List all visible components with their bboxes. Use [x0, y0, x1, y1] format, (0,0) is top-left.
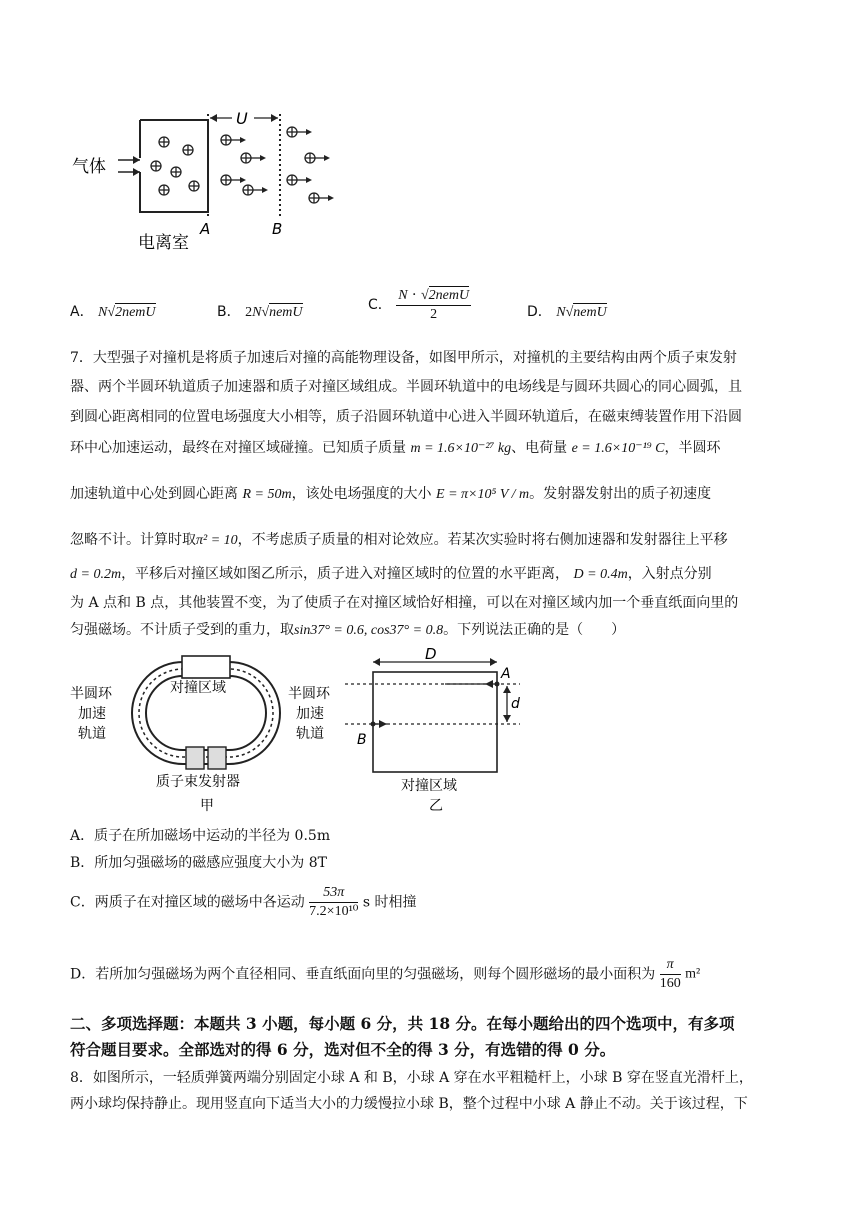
- q7-line-7: d = 0.2m，平移后对撞区域如图乙所示，质子进入对撞区域时的位置的水平距离， D = 0.4m，入射点分别: [70, 566, 712, 582]
- q7-option-a: A．质子在所加磁场中运动的半径为 0.5m: [70, 828, 331, 844]
- collision-zone-label: 对撞区域: [170, 680, 226, 696]
- collision-zone-figure: [345, 648, 525, 818]
- right-track-label-2: 加速: [296, 706, 324, 722]
- q6-option-a: A． N√2nemU: [70, 304, 156, 320]
- zone-small-d-label: d: [511, 696, 520, 712]
- left-track-label-3: 轨道: [78, 726, 106, 742]
- section-2-heading-line-2: 符合题目要求。全部选对的得 6 分，选对但不全的得 3 分，有选错的得 0 分。: [70, 1040, 616, 1059]
- emitter-label: 质子束发射器: [156, 774, 240, 790]
- section-2-heading-line-1: 二、多项选择题：本题共 3 小题，每小题 6 分，共 18 分。在每小题给出的四个选项中，有多项: [70, 1014, 735, 1033]
- zone-label: 对撞区域: [401, 778, 457, 794]
- right-track-label-1: 半圆环: [288, 686, 330, 702]
- q7-option-d: D．若所加匀强磁场为两个直径相同、垂直纸面向里的匀强磁场，则每个圆形磁场的最小面积为 $\frac{\pi}{160}$ m²: [70, 957, 701, 991]
- left-track-label-2: 加速: [78, 706, 106, 722]
- q6-option-c: C． $\frac{\text{N · √2nemU}}{2}$: [368, 287, 470, 322]
- q8-line-2: 两小球均保持静止。现用竖直向下适当大小的力缓慢拉小球 B，整个过程中小球 A 静止不动。关于该过程，下: [70, 1096, 748, 1112]
- q7-line-1: 7．大型强子对撞机是将质子加速后对撞的高能物理设备，如图甲所示，对撞机的主要结构由两个质子束发射: [70, 350, 737, 366]
- q7-line-3: 到圆心距离相同的位置电场强度大小相等，质子沿圆环轨道中心进入半圆环轨道后，在磁束缚装置作用下沿圆: [70, 409, 742, 425]
- q7-line-6: 忽略不计。计算时取π² = 10，不考虑质子质量的相对论效应。若某次实验时将右侧加速器和发射器往上平移: [70, 532, 728, 548]
- q7-line-4: 环中心加速运动，最终在对撞区域碰撞。已知质子质量 m = 1.6×10⁻²⁷ kg、电荷量 e = 1.6×10⁻¹⁹ C，半圆环: [70, 440, 721, 456]
- ion-chamber-figure: [70, 100, 360, 270]
- q6-option-b: B． 2N√nemU: [217, 304, 303, 320]
- zone-a-label: A: [501, 666, 511, 682]
- figure-jia-caption: 甲: [200, 798, 214, 814]
- moving-ions: [221, 127, 330, 203]
- q8-line-1: 8．如图所示，一轻质弹簧两端分别固定小球 A 和 B，小球 A 穿在水平粗糙杆上，小球 B 穿在竖直光滑杆上，: [70, 1070, 753, 1086]
- q7-option-c: C．两质子在对撞区域的磁场中各运动 $\frac{53\pi}{\text{7.2×10¹⁰}}$ s 时相撞: [70, 885, 417, 919]
- q7-line-8: 为 A 点和 B 点，其他装置不变，为了使质子在对撞区域恰好相撞，可以在对撞区域内加一个垂直纸面向里的: [70, 595, 739, 611]
- chamber-label: 电离室: [138, 233, 189, 253]
- plate-a-label: A: [200, 220, 211, 238]
- q7-line-2: 器、两个半圆环轨道质子加速器和质子对撞区域组成。半圆环轨道中的电场线是与圆环共圆心的同心圆弧，且: [70, 379, 742, 395]
- zone-d-label: D: [425, 648, 437, 663]
- collider-figure: [70, 648, 340, 818]
- plate-b-label: B: [272, 220, 283, 238]
- voltage-label: U: [236, 109, 248, 128]
- left-track-label-1: 半圆环: [70, 686, 112, 702]
- q6-option-d: D． N√nemU: [527, 304, 607, 320]
- figure-yi-caption: 乙: [429, 798, 443, 814]
- zone-b-label: B: [357, 732, 367, 748]
- q7-option-b: B．所加匀强磁场的磁感应强度大小为 8T: [70, 855, 327, 871]
- q7-line-5: 加速轨道中心处到圆心距离 R = 50m，该处电场强度的大小 E = π×10⁵ V / m。发射器发射出的质子初速度: [70, 486, 712, 502]
- gas-label: 气体: [72, 157, 106, 177]
- right-track-label-3: 轨道: [296, 726, 324, 742]
- ion-particles: [151, 137, 199, 195]
- q7-line-9: 匀强磁场。不计质子受到的重力，取sin37° = 0.6, cos37° = 0.8。下列说法正确的是（ ）: [70, 622, 626, 638]
